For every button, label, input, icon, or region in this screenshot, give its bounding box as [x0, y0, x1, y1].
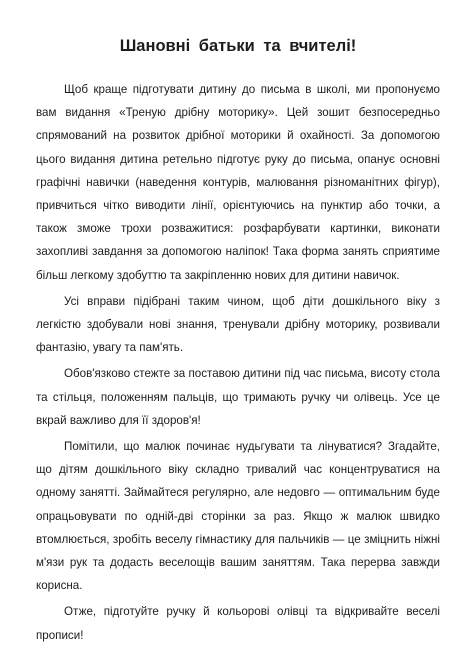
paragraph-closing: Отже, підготуйте ручку й кольорові олівці та відкривайте веселі прописи! — [36, 605, 440, 642]
paragraph-intro: Щоб краще підготувати дитину до письма в школі, ми пропонуємо вам видання «Треную дрібну моторику». Цей зошит безпосередньо спрямований на розвиток дрібної моторики й охайності. За допомогою цього видання дитина ретельно підготує руку до письма, опанує основні графічні навички (наведення контурів, малювання різноманітних фігур), привчиться чітко виводити лінії, орієнтуючись на пунктир або точки, а також зможе трохи розважитися: розфарбувати картинки, виконати захопливі завдання за допомогою наліпок! Така форма занять сприятиме більш легкому здобуттю та закріпленню нових для дитини навичок. — [36, 83, 440, 282]
paragraph-breaks: Помітили, що малюк починає нудьгувати та лінуватися? Згадайте, що дітям дошкільного віку складно тривалий час концентруватися на одному занятті. Займайтеся регулярно, але недовго — оптимальним буде опрацьовувати по одній-дві сторінки за раз. Якщо ж малюк швидко втомлюється, зробіть веселу гімнастику для пальчиків — це зміцнить ніжні м'язи рук та додасть веселощів вашим заняттям. Така перерва завжди корисна. — [36, 440, 440, 593]
paragraph-posture: Обов'язково стежте за поставою дитини під час письма, висоту стола та стільця, положенням пальців, що тримають ручку чи олівець. Усе це вкрай важливо для її здоров'я! — [36, 367, 440, 427]
page-title: Шановні батьки та вчителі! — [119, 37, 357, 55]
paragraph-exercises: Усі вправи підібрані таким чином, щоб діти дошкільного віку з легкістю здобували нові знання, тренували дрібну моторику, розвивали фантазію, увагу та пам'ять. — [36, 294, 440, 355]
